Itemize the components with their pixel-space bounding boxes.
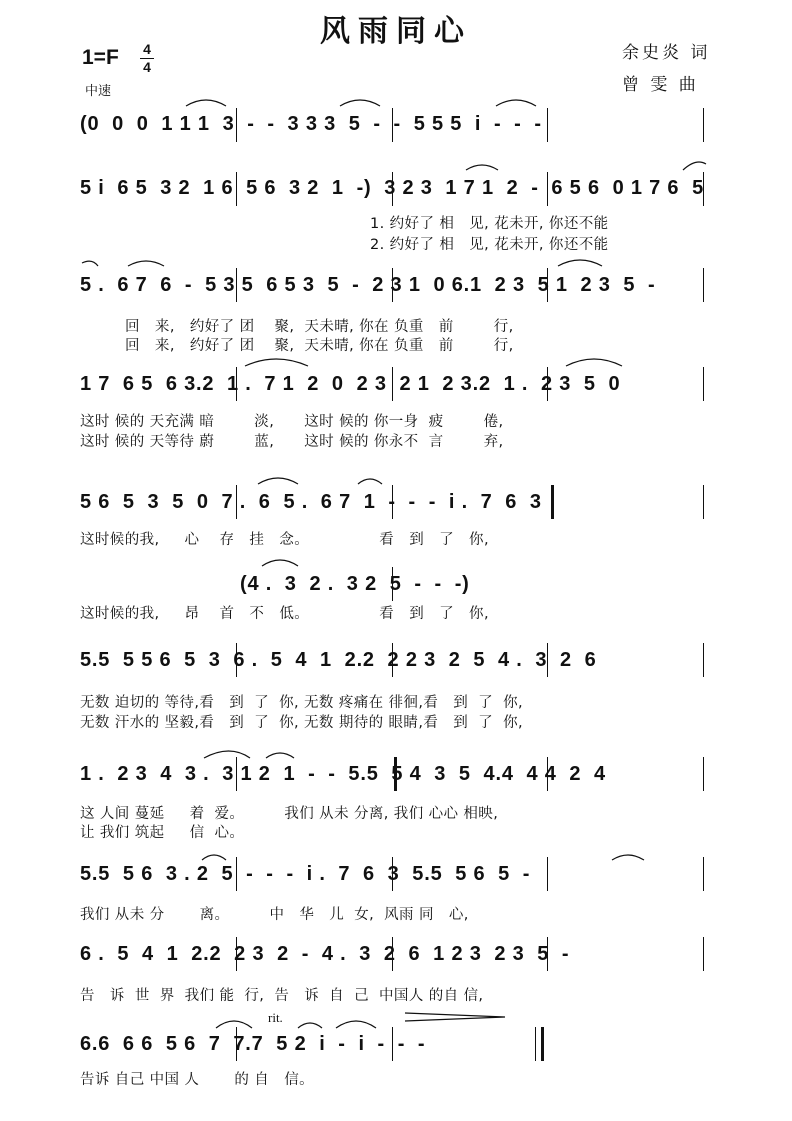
lyric-row-7-verse-2: 无数 汗水的 坚毅,看 到 了 你, 无数 期待的 眼睛,看 到 了 你, (80, 715, 524, 731)
lyric-row-3-verse-2: 回 来, 约好了 团 聚, 天未晴, 你在 负重 前 行, (125, 338, 514, 354)
lyric-row-11: 告诉 自己 中国 人 的 自 信。 (80, 1072, 315, 1088)
slur (558, 260, 602, 266)
slur (82, 261, 98, 266)
lyric-row-2-verse-2: 2. 约好了 相 见, 花未开, 你还不能 (370, 237, 609, 253)
lyricist-credit: 余史炎 词 (622, 43, 711, 63)
tempo-marking: 中速 (85, 84, 112, 99)
notation-row-6-interlude: (4 . 3 2 . 3 2 5 - - -) (240, 573, 470, 595)
lyric-row-6: 这时候的我, 昂 首 不 低。 看 到 了 你, (80, 606, 489, 622)
decrescendo-hairpin (405, 1013, 505, 1021)
triplet-slur (496, 100, 536, 106)
triplet-slur (340, 100, 380, 106)
slur (612, 855, 644, 860)
lyric-row-4-verse-2: 这时 候的 天等待 蔚 蓝, 这时 候的 你永不 言 弃, (80, 434, 504, 450)
notation-row-1: (0 0 0 1 1 1 3 - - 3 3 3 5 - - 5 5 5 i - - - (80, 113, 542, 135)
slur (336, 1021, 376, 1028)
notation-row-11: 6.6 6 6 5 6 7 7.7 5 2 i - i - - - (80, 1033, 426, 1055)
slur (258, 478, 298, 484)
notation-row-9: 5.5 5 6 3 . 2 5 - - - i . 7 6 3 5.5 5 6 5 - (80, 863, 531, 885)
lyric-row-10: 告 诉 世 界 我们 能 行, 告 诉 自 己 中国人 的自 信, (80, 988, 484, 1004)
notation-row-8: 1 . 2 3 4 3 . 3 1 2 1 - - 5.5 5 4 3 5 4.4 4 4 2 4 (80, 763, 606, 785)
notation-row-4: 1 7 6 5 6 3.2 1 . 7 1 2 0 2 3 2 1 2 3.2 1 . 2 3 5 0 (80, 373, 621, 395)
time-sig-bottom: 4 (143, 59, 151, 75)
notation-row-3: 5 . 6 7 6 - 5 3 5 6 5 3 5 - 2 3 1 0 6.1 2 3 5 1 2 3 5 - (80, 274, 656, 296)
lyric-row-9: 我们 从未 分 离。 中 华 儿 女, 风雨 同 心, (80, 907, 469, 923)
lyric-row-5: 这时候的我, 心 存 挂 念。 看 到 了 你, (80, 532, 489, 548)
slur (683, 162, 706, 170)
slur (202, 855, 226, 860)
composer-credit: 曾 雯 曲 (622, 75, 699, 95)
slur (266, 753, 294, 758)
lyric-row-7-verse-1: 无数 迫切的 等待,看 到 了 你, 无数 疼痛在 徘徊,看 到 了 你, (80, 695, 524, 711)
slur (358, 479, 382, 484)
lyric-row-8-verse-1: 这 人间 蔓延 着 爱。 我们 从未 分离, 我们 心心 相映, (80, 806, 499, 822)
time-sig-top: 4 (143, 41, 151, 57)
slur (466, 165, 498, 170)
slur (298, 1023, 322, 1028)
slur (245, 359, 308, 366)
slur (216, 1021, 252, 1028)
lyric-row-2-verse-1: 1. 约好了 相 见, 花未开, 你还不能 (370, 216, 609, 232)
key-signature: 1=F (82, 46, 119, 69)
lyric-row-3-verse-1: 回 来, 约好了 团 聚, 天未晴, 你在 负重 前 行, (125, 319, 514, 335)
lyric-row-4-verse-1: 这时 候的 天充满 暗 淡, 这时 候的 你一身 疲 倦, (80, 414, 504, 430)
slur (204, 751, 250, 758)
slur (128, 261, 164, 266)
notation-row-5: 5 6 5 3 5 0 7 . 6 5 . 6 7 1 - - - i . 7 6 3 (80, 491, 542, 513)
song-title: 风雨同心 (320, 14, 472, 49)
slur (566, 359, 622, 366)
notation-row-7: 5.5 5 5 6 5 3 6 . 5 4 1 2.2 2 2 3 2 5 4 . 3 2 6 (80, 649, 597, 671)
notation-row-2: 5 i 6 5 3 2 1 6 5 6 3 2 1 -) 3 2 3 1 7 1 2 - 6 5 6 0 1 7 6 5 (80, 177, 704, 199)
notation-row-10: 6 . 5 4 1 2.2 2 3 2 - 4 . 3 2 6 1 2 3 2 3 5 - (80, 943, 570, 965)
ritardando-marking: rit. (268, 1010, 283, 1025)
slur (262, 560, 298, 566)
lyric-row-8-verse-2: 让 我们 筑起 信 心。 (80, 825, 245, 841)
triplet-slur (186, 100, 226, 106)
